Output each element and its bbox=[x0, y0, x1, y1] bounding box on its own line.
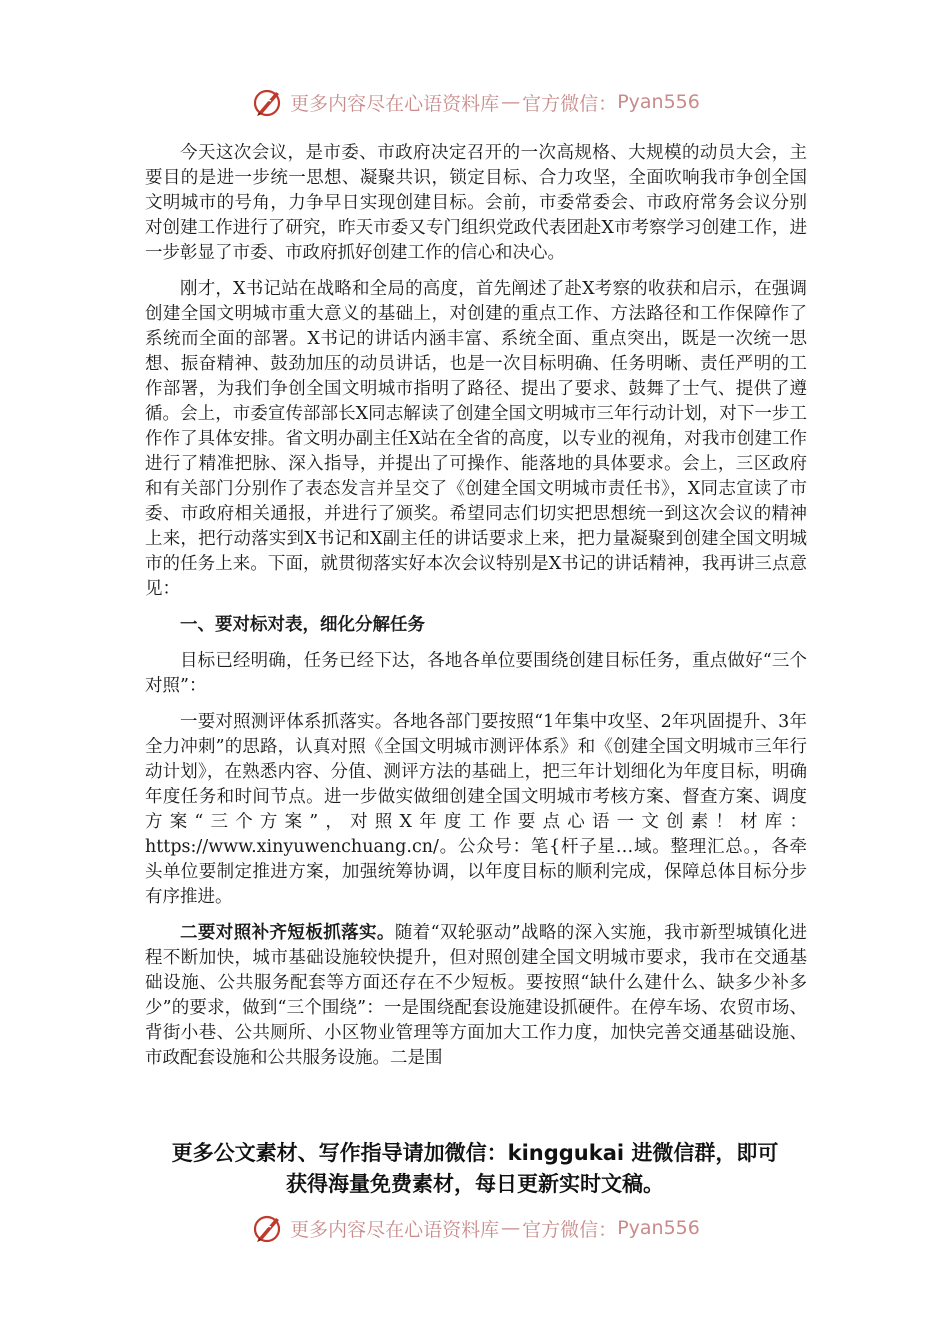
paragraph-shortcomings-text: 随着“双轮驱动”战略的深入实施，我市新型城镇化进程不断加快，城市基础设施较快提升，但对照创建全国文明城市要求，我市在交通基础设施、公共服务配套等方面还存在不少短板。要按照“缺什么建什么、缺多少补多少”的要求，做到“三个围绕”：一是围绕配套设施建设抓硬件。在停车场、农贸市场、背街小巷、公共厕所、小区物业管理等方面加大工作力度，加快完善交通基础设施、市政配套设施和公共服务设施。二是围 bbox=[145, 923, 807, 1068]
watermark-text: 更多内容尽在心语资料库 bbox=[290, 92, 500, 115]
watermark-wechat-id: Pyan556 bbox=[617, 91, 700, 113]
paragraph-intro: 今天这次会议，是市委、市政府决定召开的一次高规格、大规模的动员大会，主要目的是进一步统一思想、凝聚共识，锁定目标、合力攻坚，全面吹响我市争创全国文明城市的号角，力争早日实现创建目标。会前，市委常委会、市政府常务会议分别对创建工作进行了研究，昨天市委又专门组织党政代表团赴X市考察学习创建工作，进一步彰显了市委、市政府抓好创建工作的信心和决心。 bbox=[145, 143, 807, 263]
footer-advertisement bbox=[120, 1138, 830, 1200]
watermark-dash: — bbox=[501, 91, 521, 113]
paragraph-lead-bold: 二要对照补齐短板抓落实。 bbox=[180, 923, 395, 943]
watermark-label: 官方微信： bbox=[522, 1218, 618, 1241]
paragraph-three-contrasts: 目标已经明确，任务已经下达，各地各单位要围绕创建目标任务，重点做好“三个对照”： bbox=[145, 651, 807, 696]
watermark-text: 更多内容尽在心语资料库 bbox=[290, 1218, 500, 1241]
paragraph-shortcomings bbox=[145, 921, 807, 1071]
watermark-label: 官方微信： bbox=[522, 92, 618, 115]
watermark-dash: — bbox=[501, 1217, 521, 1239]
watermark-wechat-id: Pyan556 bbox=[617, 1217, 700, 1239]
pen-logo-icon bbox=[250, 1210, 286, 1246]
pen-logo-icon bbox=[250, 84, 286, 120]
watermark-footer bbox=[0, 1208, 950, 1248]
paragraph-summary: 刚才，X书记站在战略和全局的高度，首先阐述了赴X考察的收获和启示，在强调创建全国文明城市重大意义的基础上，对创建的重点工作、方法路径和工作保障作了系统而全面的部署。X书记的讲话内涵丰富、系统全面、重点突出，既是一次统一思想、振奋精神、鼓劲加压的动员讲话，也是一次目标明确、任务明晰、责任严明的工作部署，为我们争创全国文明城市指明了路径、提出了要求、鼓舞了士气、提供了遵循。会上，市委宣传部部长X同志解读了创建全国文明城市三年行动计划，对下一步工作作了具体安排。省文明办副主任X站在全省的高度，以专业的视角，对我市创建工作进行了精准把脉、深入指导，并提出了可操作、能落地的具体要求。会上，三区政府和有关部门分别作了表态发言并呈交了《创建全国文明城市责任书》，X同志宣读了市委、市政府相关通报，并进行了颁奖。希望同志们切实把思想统一到这次会议的精神上来，把行动落实到X书记和X副主任的讲话要求上来，把力量凝聚到创建全国文明城市的任务上来。下面，就贯彻落实好本次会议特别是X书记的讲话精神，我再讲三点意见： bbox=[145, 279, 807, 599]
section-heading-1: 一、要对标对表，细化分解任务 bbox=[180, 615, 425, 635]
document-body bbox=[145, 141, 807, 1082]
footer-line-2: 获得海量免费素材，每日更新实时文稿。 bbox=[286, 1172, 664, 1196]
footer-line-1: 更多公文素材、写作指导请加微信：kinggukai 进微信群，即可 bbox=[171, 1141, 779, 1165]
watermark-header bbox=[0, 82, 950, 122]
paragraph-evaluation-system: 一要对照测评体系抓落实。各地各部门要按照“1年集中攻坚、2年巩固提升、3年全力冲刺”的思路，认真对照《全国文明城市测评体系》和《创建全国文明城市三年行动计划》，在熟悉内容、分值、测评方法的基础上，把三年计划细化为年度目标，明确年度任务和时间节点。进一步做实做细创建全国文明城市考核方案、督查方案、调度方案“三个方案”，对照X年度工作要点心语一文创素！材库：https://www.xinyuwenchuang.cn/。公众号：笔{杆子星…域。整理汇总。，各牵头单位要制定推进方案，加强统筹协调，以年度目标的顺利完成，保障总体目标分步有序推进。 bbox=[145, 712, 807, 907]
